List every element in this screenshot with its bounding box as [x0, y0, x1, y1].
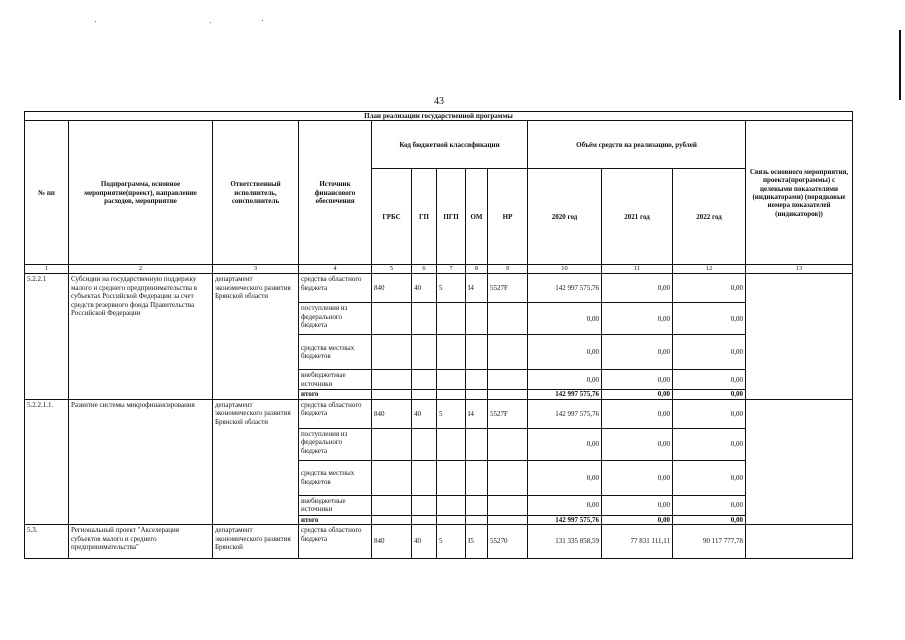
amount-2021: 0,00	[602, 335, 673, 370]
row-number: 5.2.2.1	[25, 274, 69, 399]
code-gp: 40	[412, 525, 437, 559]
amount-2020: 0,00	[528, 335, 602, 370]
page-edge-mark	[899, 30, 901, 100]
code-pgp: 5	[437, 399, 466, 428]
code-grbs: 840	[372, 525, 412, 559]
column-number: 6	[412, 265, 437, 274]
measure-name: Развитие системы микрофинансирования	[69, 399, 213, 524]
source-label: внебюджетные источники	[299, 495, 372, 515]
total-2021: 0,00	[602, 390, 673, 399]
total-2020: 142 997 575,76	[528, 515, 602, 524]
program-plan-table	[24, 111, 853, 559]
header-2022: 2022 год	[673, 169, 746, 265]
amount-2021: 0,00	[602, 428, 673, 460]
header-om: ОМ	[466, 169, 488, 265]
scan-speck	[210, 22, 211, 23]
page-number: 43	[434, 96, 444, 107]
code-nr: 5527F	[488, 274, 528, 303]
amount-2022: 90 117 777,78	[673, 525, 746, 559]
header-grbs: ГРБС	[372, 169, 412, 265]
table-row	[25, 274, 853, 303]
code-pgp: 5	[437, 525, 466, 559]
amount-2020: 0,00	[528, 428, 602, 460]
source-label: средства областного бюджета	[299, 274, 372, 303]
executor: департамент экономического развития Брянской	[213, 525, 299, 559]
scan-speck	[262, 20, 263, 21]
code-gp: 40	[412, 399, 437, 428]
code-nr: 5527F	[488, 399, 528, 428]
amount-2021: 0,00	[602, 460, 673, 495]
amount-2022: 0,00	[673, 495, 746, 515]
source-label: средства областного бюджета	[299, 525, 372, 559]
amount-2022: 0,00	[673, 428, 746, 460]
amount-2020: 0,00	[528, 495, 602, 515]
column-number: 12	[673, 265, 746, 274]
amount-2020: 142 997 575,76	[528, 399, 602, 428]
amount-2022: 0,00	[673, 370, 746, 390]
table-row	[25, 399, 853, 428]
total-2022: 0,00	[673, 390, 746, 399]
code-om: I4	[466, 274, 488, 303]
column-number: 2	[69, 265, 213, 274]
amount-2021: 0,00	[602, 303, 673, 335]
amount-2022: 0,00	[673, 335, 746, 370]
column-number: 5	[372, 265, 412, 274]
header-no: № пп	[25, 121, 69, 265]
header-executor: Ответственный исполнитель, соисполнитель	[213, 121, 299, 265]
amount-2022: 0,00	[673, 274, 746, 303]
amount-2020: 131 335 858,59	[528, 525, 602, 559]
source-label: поступления из федерального бюджета	[299, 303, 372, 335]
column-number: 11	[602, 265, 673, 274]
code-grbs: 840	[372, 399, 412, 428]
indicator-link	[746, 525, 853, 559]
code-om: I4	[466, 399, 488, 428]
column-number: 1	[25, 265, 69, 274]
amount-2020: 0,00	[528, 460, 602, 495]
header-gp: ГП	[412, 169, 437, 265]
total-2020: 142 997 575,76	[528, 390, 602, 399]
column-number: 10	[528, 265, 602, 274]
code-grbs: 840	[372, 274, 412, 303]
amount-2022: 0,00	[673, 303, 746, 335]
header-2021: 2021 год	[602, 169, 673, 265]
amount-2021: 77 831 111,11	[602, 525, 673, 559]
source-label: средства областного бюджета	[299, 399, 372, 428]
header-source: Источник финансового обеспечения	[299, 121, 372, 265]
table-caption: План реализации государственной программы	[25, 112, 853, 121]
header-nr: НР	[488, 169, 528, 265]
source-label: итого	[299, 390, 372, 399]
amount-2021: 0,00	[602, 399, 673, 428]
code-gp: 40	[412, 274, 437, 303]
indicator-link	[746, 399, 853, 524]
column-number: 13	[746, 265, 853, 274]
measure-name: Субсидии на государственную поддержку малого и среднего предпринимательства в субъектах Российской Федерации за счет средств резервного фонда Правительства Российской Федерации	[69, 274, 213, 399]
code-nr: 55270	[488, 525, 528, 559]
amount-2022: 0,00	[673, 399, 746, 428]
source-label: средства местных бюджетов	[299, 460, 372, 495]
column-number: 8	[466, 265, 488, 274]
indicator-link	[746, 274, 853, 399]
amount-2020: 0,00	[528, 303, 602, 335]
amount-2021: 0,00	[602, 495, 673, 515]
executor: департамент экономического развития Брянской области	[213, 274, 299, 399]
amount-2020: 0,00	[528, 370, 602, 390]
header-pgp: ПГП	[437, 169, 466, 265]
row-number: 5.3.	[25, 525, 69, 559]
total-2021: 0,00	[602, 515, 673, 524]
table-row	[25, 525, 853, 559]
column-number: 3	[213, 265, 299, 274]
header-subprogram: Подпрограмма, основное мероприятие(проект), направление расходов, мероприятие	[69, 121, 213, 265]
header-budget-code: Код бюджетной классификации	[372, 121, 528, 169]
header-2020: 2020 год	[528, 169, 602, 265]
source-label: средства местных бюджетов	[299, 335, 372, 370]
amount-2021: 0,00	[602, 370, 673, 390]
row-number: 5.2.2.1.1.	[25, 399, 69, 524]
column-number: 9	[488, 265, 528, 274]
total-2022: 0,00	[673, 515, 746, 524]
scan-speck	[95, 21, 96, 22]
source-label: поступления из федерального бюджета	[299, 428, 372, 460]
amount-2021: 0,00	[602, 274, 673, 303]
column-number: 7	[437, 265, 466, 274]
amount-2022: 0,00	[673, 460, 746, 495]
column-number-row	[25, 265, 853, 274]
column-number: 4	[299, 265, 372, 274]
header-funds: Объём средств на реализацию, рублей	[528, 121, 746, 169]
source-label: итого	[299, 515, 372, 524]
header-link: Связь основного мероприятия, проекта(программы) с целевыми показателями (индикаторами) (порядковые номера показателей (индикаторов))	[746, 121, 853, 265]
measure-name: Региональный проект "Акселерация субъектов малого и среднего предпринимательства"	[69, 525, 213, 559]
amount-2020: 142 997 575,76	[528, 274, 602, 303]
executor: департамент экономического развития Брянской области	[213, 399, 299, 524]
code-pgp: 5	[437, 274, 466, 303]
source-label: внебюджетные источники	[299, 370, 372, 390]
code-om: I5	[466, 525, 488, 559]
